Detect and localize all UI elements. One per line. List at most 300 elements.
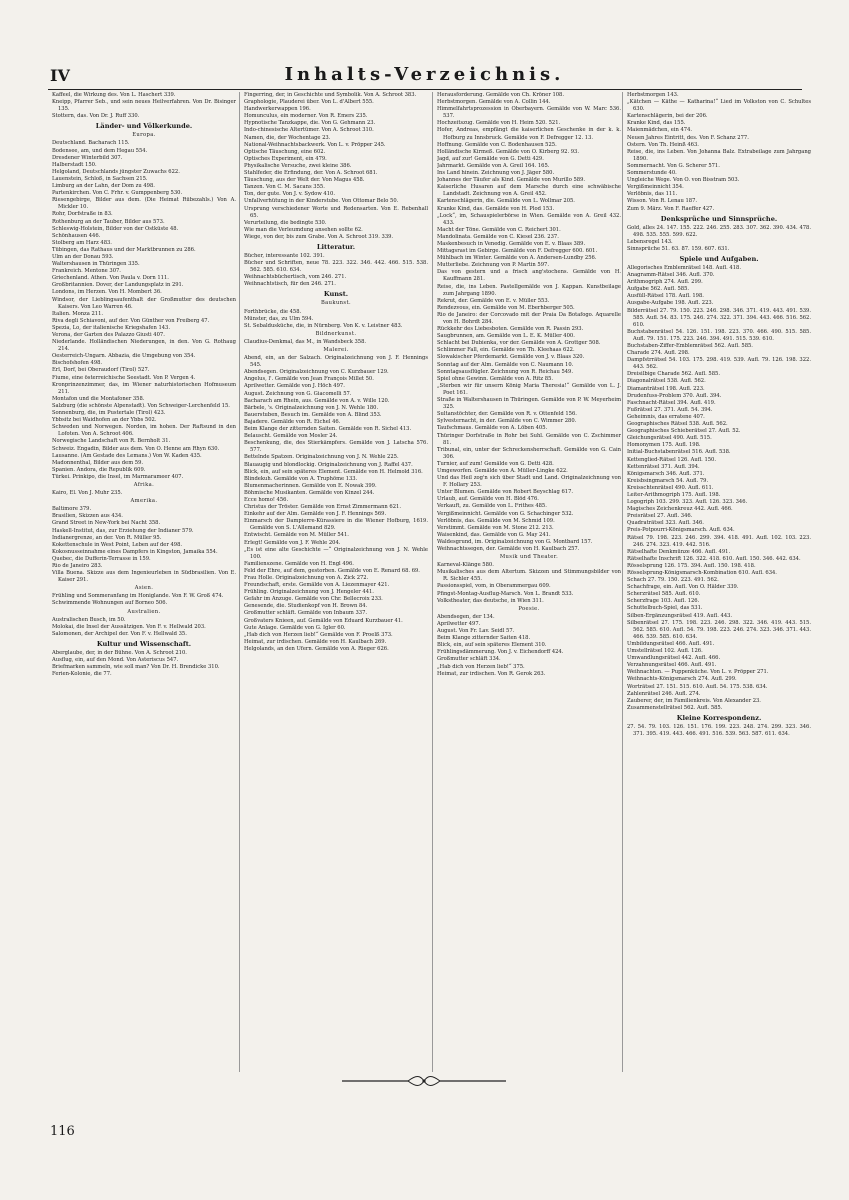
index-entry: Gute Anlage. Gemälde von G. Igler 60.	[244, 624, 346, 631]
index-entry: Frühling und Sommeranfang im Honiglande. Von F. W. Groß 474.	[52, 593, 224, 600]
index-entry: Passionsspiel, vom, in Oberammergau 609.	[437, 583, 551, 590]
index-entry: Stottern, das. Von Dr. J. Ruff 330.	[52, 113, 140, 120]
index-entry: Bilderrätsel 27. 79. 150. 223. 246. 298. 346. 371. 419. 443. 491. 539. 585. Aufl. 54. 83. 175. 246. 274. 322. 371. 394. 443. 466. 516. 562. 610.	[627, 307, 811, 328]
index-entry: Charade 274. Aufl. 298.	[627, 350, 690, 357]
subsection-heading: Asien.	[134, 585, 154, 592]
index-entry: Graphologie, Plauderei über. Von L. d'Albert 555.	[244, 99, 374, 106]
index-entry: Verlöbnis, das. Gemälde von M. Schmid 109.	[437, 517, 555, 524]
index-entry: Spanien. Andora, die Republik 609.	[52, 466, 146, 473]
index-entry: Großmutter schläft 334.	[437, 656, 501, 663]
index-entry: Indo-chinesische Altertümer. Von A. Schroot 310.	[244, 127, 374, 134]
index-entry: Maienmädchen, ein 474.	[627, 127, 693, 134]
index-entry: Norwegische Landschaft von R. Bernholt 31.	[52, 438, 171, 445]
index-entry: Worträtsel 27. 151. 515. 610. Aufl. 54. 175. 538. 634.	[627, 683, 768, 690]
index-entry: Italien. Monza 211.	[52, 310, 104, 317]
index-entry: Dreisilbige Charade 562. Aufl. 585.	[627, 371, 720, 378]
index-entry: Waltershausen in Thüringen 335.	[52, 261, 140, 268]
index-entry: Einkehr auf der Alm. Gemälde von J. F. Hennings 569.	[244, 511, 387, 518]
index-entry: August. Zeichnung von G. Giacomelli 57.	[244, 390, 352, 397]
subsection-heading: Australien.	[127, 608, 161, 615]
index-entry: Aufgabe 562. Aufl. 585.	[627, 286, 690, 293]
index-entry: Kartenschlägerin, die. Gemälde von L. Wollmar 205.	[437, 198, 575, 205]
index-entry: Kronprinzenzimmer, das, im Wiener naturhistorischen Hofmuseum 211.	[52, 381, 236, 395]
index-entry: Schuttelbuch-Spiel, das 531.	[627, 605, 703, 612]
index-entry: Kokettenschule in West Point, Leben auf der 498.	[52, 541, 183, 548]
index-entry: Homunculus, ein moderner. Von R. Emers 235.	[244, 113, 368, 120]
index-entry: Bacharach am Rhein, aus. Gemälde von A. v. Wille 120.	[244, 397, 390, 404]
index-entry: Bajadere. Gemälde von R. Eichel 46.	[244, 418, 341, 425]
index-entry: Bücher, interessante 102. 391.	[244, 252, 325, 259]
section-heading: Spiele und Aufgaben.	[679, 254, 759, 263]
index-entry: Brasilien, Skizzen aus 434.	[52, 513, 123, 520]
index-entry: Umwandlungsrätsel 442. Aufl. 466.	[627, 655, 721, 662]
subsection-heading: Bildnerkunst.	[315, 330, 357, 337]
index-entry: Türkei. Prinkipo, die Insel, im Marmarameer 407.	[52, 473, 184, 480]
index-entry: Geheimnis, das erratene 407.	[627, 413, 705, 420]
index-entry: Waldesgrund, im. Originalzeichnung von G. Montbard 157.	[437, 538, 593, 545]
index-entry: Frau Holle. Originalzeichnung von A. Zick 272.	[244, 575, 369, 581]
index-entry: Zum 9. März. Von F. Raeffer 427.	[627, 205, 715, 212]
index-entry: Geographisches Rätsel 538. Aufl. 562.	[627, 421, 728, 428]
index-entry: Beschenkung, die, des Stierkämpfers. Gemälde von J. Latscha 576. 577.	[244, 440, 428, 454]
index-entry: Sinnsprüche 51. 63. 87. 159. 607. 631.	[627, 245, 730, 252]
index-entry: Mittagsrast im Gebirge. Gemälde von F. Defregger 600. 601.	[437, 248, 598, 255]
index-entry: Jagd, auf zur! Gemälde von G. Detti 429.	[437, 155, 544, 162]
index-entry: Griechenland. Athen. Von Paula v. Dorn 111.	[52, 275, 169, 282]
index-entry: Erlegt! Gemälde von J. F. Wehle 204.	[244, 539, 341, 546]
index-entry: Briefmarken sammeln, wie soll man? Von Dr. H. Brendicke 310.	[52, 664, 220, 671]
index-entry: Gefahr im Anzuge. Gemälde von Chr. Bellecroix 233.	[244, 596, 383, 603]
subsection-heading: Amerika.	[130, 498, 158, 505]
index-entry: Quadraträtsel 323. Aufl. 346.	[627, 520, 704, 527]
index-entry: Indianergrenze, an der. Von R. Müller 95.	[52, 534, 162, 541]
index-entry: Großvaters Knieen, auf. Gemälde von Eduard Kurzbauer 41.	[244, 617, 403, 624]
index-entry: Rätselhafte Inschrift 126. 322. 418. 610. Aufl. 150. 346. 442. 634.	[627, 555, 801, 562]
index-column-4	[627, 92, 811, 1172]
index-entry: Belauscht. Gemälde von Mosler 24.	[244, 433, 338, 440]
index-entry: Verona, der Garten des Palazzo Giusti 407.	[52, 332, 165, 338]
index-entry: Allegorisches Emblemrätsel 148. Aufl. 418.	[627, 264, 741, 271]
index-entry: Saugbrunnen, am. Gemälde von L. E. K. Müller 400.	[437, 333, 575, 340]
index-entry: Verlöbnis, das 111.	[627, 191, 678, 198]
index-entry: Dresdener Winterbild 307.	[52, 154, 123, 161]
index-entry: Halberstadt 150.	[52, 161, 97, 168]
index-entry: Turnier, auf zum! Gemälde von G. Detti 428.	[437, 460, 554, 467]
index-entry: Schachfrage, ein. Aufl. Von O. Hälder 339.	[627, 584, 739, 591]
index-entry: Londons, im Herzen. Von H. Mombert 36.	[52, 289, 162, 296]
index-entry: Ursprung verschiedener Worte und Redensarten. Von E. Rebenhall 65.	[244, 205, 428, 219]
index-entry: Hypnotische Tanzkappe, die. Von G. Gehmann 23.	[244, 120, 376, 127]
index-entry: Aprilwetter. Gemälde von J. Höch 497.	[244, 383, 345, 390]
section-heading: Länder- und Völkerkunde.	[95, 122, 193, 131]
index-entry: Blauaugig und blondlockig. Originalzeichnung von J. Raffel 437.	[244, 461, 413, 468]
index-entry: Arithmogriph 274. Aufl. 299.	[627, 279, 703, 286]
index-entry: Lausanne. (Am Gestade des Lemans.) Von W. Kaden 435.	[52, 452, 202, 459]
index-entry: Ferien-Kolonie, die 77.	[52, 671, 112, 678]
index-entry: Diagonalrätsel 538. Aufl. 562.	[627, 378, 706, 385]
index-column-2	[244, 92, 428, 1172]
index-entry: Weihnachten. — Puppenküche. Von L. v. Pröpper 271.	[627, 669, 769, 676]
index-entry: Optische Täuschung, eine 602.	[244, 148, 326, 155]
index-entry: Physikalische Versuche, zwei kleine 386.	[244, 162, 352, 169]
index-entry: Vergißmeinnicht 354.	[627, 184, 684, 191]
index-entry: Reise, die, ins Leben. Von Johanna Balz. Extrabeilage zum Jahrgang 1890.	[627, 148, 811, 162]
index-entry: Madonnenthal, Bilder aus dem 59.	[52, 459, 144, 466]
index-entry: Helgolands, an den Ufern. Gemälde von A. Rieger 626.	[244, 645, 389, 652]
index-entry: Abendsegen. Originalzeichnung von C. Kurzbauer 129.	[244, 369, 389, 376]
index-entry: Ausfüll-Rätsel 178. Aufl. 198.	[627, 293, 704, 300]
subsection-heading: Afrika.	[133, 481, 155, 488]
index-entry: Bauerstuben, Besuch im. Gemälde von A. Blind 353.	[244, 411, 382, 418]
section-heading: Denksprüche und Sinnsprüche.	[660, 214, 778, 223]
index-column-3	[437, 92, 621, 1172]
column-divider	[432, 92, 433, 1072]
index-entry: Oesterreich-Ungarn. Abbazia, die Umgebung von 354.	[52, 353, 196, 360]
index-entry: Homonymen 175. Aufl. 198.	[627, 442, 701, 449]
index-entry: Kaiserliche Husaren auf dem Marsche durch eine schwäbische Landstadt. Zeichnung von A. Greil 452.	[437, 184, 621, 198]
index-entry: Diamanträtsel 198. Aufl. 223.	[627, 385, 705, 392]
index-entry: Feld der Ehre, auf dem, gestorben. Gemälde von E. Renard 68. 69.	[244, 567, 420, 574]
index-entry: Blick, ein, auf sein späteres Element 310.	[437, 642, 547, 649]
subsection-heading: Baukunst.	[320, 300, 352, 307]
index-entry: Frankreich. Mentone 307.	[52, 268, 121, 275]
index-entry: Silben-Ergänzungsrätsel 419. Aufl. 443.	[627, 612, 733, 619]
index-entry: Bischofshofen 498.	[52, 360, 103, 367]
index-entry: Schweiz. Engadin, Bilder aus dem. Von O. Henne am Rhyn 630.	[52, 445, 220, 452]
index-entry: Unfallverhütung in der Kinderstube. Von Ottomar Belo 50.	[244, 198, 399, 205]
index-entry: Unter Blumen. Gemälde von Robert Beyschlag 617.	[437, 489, 574, 496]
index-entry: Rio de Janeiro: der Corcovado mit der Praia Da Botafogo. Aquarelle von H. Bohrdt 284.	[437, 311, 621, 325]
index-entry: Großbritannien. Dover, der Landungsplatz in 291.	[52, 282, 184, 289]
index-entry: Rösselsprung-Königsmarsch-Kombination 610. Aufl. 634.	[627, 570, 777, 576]
footer-page-number: 116	[50, 1124, 75, 1139]
index-entry: Rätsel 79. 198. 223. 246. 299. 394. 418. 491. Aufl. 102. 103. 223. 246. 274. 323. 419. 442. 516.	[627, 534, 811, 548]
index-entry: Gleichungsrätsel 490. Aufl. 515.	[627, 435, 712, 442]
index-entry: Claudius-Denkmal, das M., in Wandsbeck 358.	[244, 338, 367, 345]
index-entry: Sonnenburg, die, im Pustertale (Tirol) 423.	[52, 410, 166, 417]
index-entry: St. Sebaldusküche, die, in Nürnberg. Von K. v. Leistner 483.	[244, 322, 403, 329]
index-entry: Salomonen, der Archipel der. Von F. v. Hellwald 35.	[52, 630, 187, 637]
index-entry: Thüringer Dorfstraße in Rohr bei Suhl. Gemälde von C. Zschimmer 81.	[437, 432, 621, 446]
index-entry: Faschnacht-Rätsel 394. Aufl. 419.	[627, 399, 716, 406]
index-entry: Kettenrätsel 371. Aufl. 394.	[627, 463, 700, 470]
index-entry: Fußrätsel 27. 371. Aufl. 54. 394.	[627, 406, 713, 413]
index-entry: Angelus, l'. Gemälde von Jean François Millet 50.	[244, 376, 374, 383]
index-entry: Limburg an der Lahn, der Dom zu 498.	[52, 183, 155, 190]
index-entry: Weihnachtsbüchertisch, vom 246. 271.	[244, 274, 347, 281]
index-entry: Verkauft, zu. Gemälde von L. Frithes 485.	[437, 503, 547, 510]
index-entry: Bodensee, am, und dem Hegau 554.	[52, 147, 148, 154]
index-entry: Kaffeel, die Wirkung des. Von L. Haschert 339.	[52, 92, 176, 98]
index-entry: Waisenkind, das. Gemälde von G. May 241.	[437, 531, 551, 538]
index-entry: Deutschland. Bacharach 115.	[52, 140, 130, 147]
index-entry: Gold, alles 24. 147. 155. 222. 246. 255. 283. 307. 362. 390. 434. 478. 498. 535. 555. 599. 622.	[627, 224, 811, 238]
index-entry: Umbildungsrätsel 466. Aufl. 491.	[627, 640, 715, 647]
index-entry: Ausgabe-Aufgabe 198. Aufl. 223.	[627, 300, 714, 307]
index-entry: Sonntag auf der Alm. Gemälde von C. Naumann 10.	[437, 361, 574, 368]
index-entry: Optisches Experiment, ein 479.	[244, 155, 327, 162]
index-entry: Tübingen, das Rathaus und der Marktbrunnen zu 286.	[52, 246, 196, 253]
index-entry: Heimat, zur irdischen. Gemälde von H. Kaulbach 269.	[244, 638, 387, 645]
index-entry: Schweden und Norwegen. Norden, im hohen. Der Raftsund in den Lofoten. Von A. Schroot 406.	[52, 424, 236, 438]
index-entry: Zahlenrätsel 246. Aufl. 274.	[627, 690, 701, 697]
index-entry: Rekrut, der. Gemälde von E. v. Müller 553.	[437, 297, 550, 304]
index-entry: Blindekuh. Gemälde von A. Truphöme 133.	[244, 475, 358, 482]
index-entry: Jahrmarkt. Gemälde von A. Greil 164. 165.	[437, 162, 550, 169]
index-entry: Das von gestern und a frisch ang'stochens. Gemälde von H. Kauffmann 281.	[437, 269, 621, 283]
column-divider	[239, 92, 240, 1072]
index-entry: Macht der Töne. Gemälde von C. Reichert 301.	[437, 226, 561, 233]
index-entry: Und das Heil zog'n sich über Stadt und Land. Originalzeichnung von F. Hollary 253.	[437, 475, 621, 489]
index-entry: Handwerkerwappen 196.	[244, 106, 311, 113]
index-entry: Mutterliebe. Zeichnung von P. Martin 597.	[437, 262, 549, 269]
index-entry: Straße in Waltershausen in Thüringen. Gemälde von P. W. Meyerheim 325.	[437, 397, 621, 411]
index-entry: Familienszene. Gemälde von H. Engl 496.	[244, 560, 354, 567]
index-entry: Einmarsch der Dampierre-Kürassiere in die Wiener Hofburg, 1619. Gemälde von S. L'Allemand 829.	[244, 518, 428, 532]
index-entry: Herausforderung. Gemälde von Ch. Kröner 108.	[437, 92, 565, 98]
index-entry: Scherzfrage 103. Aufl. 126.	[627, 598, 700, 605]
index-entry: Kreisschtenrätsel 490. Aufl. 611.	[627, 484, 714, 491]
index-entry: Frühlingsdämmerung. Von J. v. Eichendorff 424.	[437, 649, 564, 656]
index-entry: Leiter-Arithmogriph 175. Aufl. 198.	[627, 491, 721, 498]
index-entry: Buchstabenrätsel 54. 126. 151. 198. 223. 370. 466. 490. 515. 585. Aufl. 79. 151. 175. 223. 246. 394. 491. 515. 539. 610.	[627, 328, 811, 342]
index-entry: Aberglaube, der, in der Bühne. Von A. Schroot 210.	[52, 649, 187, 656]
index-entry: Sonntagsausflügler. Zeichnung von R. Reichau 549.	[437, 368, 574, 375]
index-entry: Wie man die Verleumdung ansehen sollte 62.	[244, 226, 363, 233]
index-entry: „Kätchen — Käthe — Katharina!“ Lied im Volkston von C. Schultes 630.	[627, 99, 811, 113]
index-entry: Schlimmer Fall, ein. Gemälde von Th. Kleehaas 622.	[437, 347, 575, 354]
index-entry: Münster, das, zu Ulm 594.	[244, 315, 314, 322]
index-entry: Beim Klange der zitternden Saiten. Gemälde von R. Sichel 413.	[244, 426, 412, 433]
index-entry: Christus der Tröster. Gemälde von Ernst Zimmermann 621.	[244, 504, 401, 511]
index-entry: Rothenburg an der Tauber, Bilder aus 573.	[52, 218, 165, 225]
index-entry: Heimat, zur irdischen. Von R. Gerok 263.	[437, 670, 546, 677]
section-heading: Litteratur.	[316, 242, 356, 251]
index-entry: Baltimore 379.	[52, 506, 92, 513]
index-entry: Kreisbsingmarsch 54. Aufl. 79.	[627, 477, 709, 484]
index-entry: Tribunal, ein, unter der Schreckensherrschaft. Gemälde von G. Cain 306.	[437, 446, 621, 460]
index-entry: Fiume, eine österreichische Seestadt. Von P. Vergen 4.	[52, 374, 196, 381]
index-entry: Freundschaft, erste. Gemälde von A. Liezenmayer 421.	[244, 582, 390, 589]
index-entry: Tanzen. Von C. M. Sacans 355.	[244, 184, 325, 191]
index-entry: Herbstmorgen 143.	[627, 92, 679, 98]
index-entry: Fingerring, der, in Geschichte und Symbolik. Von A. Schroot 383.	[244, 92, 417, 98]
index-entry: Urlaub, auf. Gemälde von H. Blöd 476.	[437, 496, 539, 503]
index-entry: Blumenmacherinnen. Gemälde von E. Nowak 399.	[244, 482, 377, 489]
index-entry: Montafon und die Montafoner 358.	[52, 395, 145, 402]
index-entry: Ybbsitz bei Waidhofen an der Ybbs 502.	[52, 417, 157, 424]
subsection-heading: Musik und Theater.	[499, 554, 559, 561]
index-entry: Bücher und Schriften, neue 78. 223. 322. 346. 442. 466. 515. 538. 562. 585. 610. 634.	[244, 260, 428, 274]
index-entry: Vergißmeinnicht. Gemälde von G. Schachinger 532.	[437, 510, 574, 517]
index-entry: Frühling. Originalzeichnung von J. Hengeler 441.	[244, 589, 374, 596]
index-entry: Hofer, Andreas, empfängt die kaiserlichen Geschenke in der k. k. Hofburg zu Innsbruck. Gemälde von F. Defregger 12. 13.	[437, 127, 621, 141]
subsection-heading: Malerei.	[323, 347, 349, 353]
index-entry: Weihnachts-Königsmarsch 274. Aufl. 299.	[627, 676, 737, 683]
index-entry: Johannes der Täufer als Kind. Gemälde von Murillo 589.	[437, 177, 586, 184]
index-entry: Verurteilung, die bedingte 530.	[244, 219, 327, 226]
ornament-divider	[338, 1075, 510, 1087]
index-entry: Karneval-Klänge 580.	[437, 562, 494, 569]
index-entry: Wiege, von der, bis zum Grabe. Von A. Schroot 319. 339.	[244, 233, 394, 240]
index-entry: Kettenglied-Rätsel 126. Aufl. 150.	[627, 456, 717, 463]
page-number: IV	[50, 66, 70, 85]
index-entry: „Hab dich von Herzen lieb!“ 375.	[437, 663, 525, 670]
index-entry: Haskell-Institut, das, zur Erziehung der Indianer 579.	[52, 527, 194, 534]
index-entry: Beim Klange zitternder Saiten 418.	[437, 635, 531, 642]
index-entry: Schönhausen 446.	[52, 232, 101, 239]
index-entry: Erl, Dorf, bei Oberaudorf (Tirol) 527.	[52, 367, 150, 374]
index-entry: Forthbrücke, die 458.	[244, 308, 302, 315]
index-entry: Riesengebirge, Bilder aus dem. (Die Heimat Rübezahls.) Von A. Mickler 10.	[52, 197, 236, 211]
index-entry: Schleswig-Holstein, Bilder von der Ostküste 48.	[52, 225, 179, 232]
index-entry: Lebensregel 143.	[627, 238, 673, 245]
index-entry: Zauberer, der, im Familienkreis. Von Alexander 23.	[627, 697, 761, 704]
index-entry: Hoffnung. Gemälde von C. Bodenhausen 525.	[437, 141, 557, 148]
index-entry: Weihnachtstisch, für den 246. 271.	[244, 281, 336, 288]
index-entry: Preis-Potpourri-Königsmarsch. Aufl. 634.	[627, 527, 735, 534]
index-entry: Dampfstrrätsel 54. 103. 175. 298. 419. 539. Aufl. 79. 126. 198. 322. 443. 562.	[627, 357, 811, 371]
index-entry: Spezia, Lo, der italienische Kriegshafen 143.	[52, 324, 170, 331]
index-entry: Großmutter schläft. Gemälde von Inbaum 337.	[244, 610, 368, 617]
header-rule	[48, 89, 802, 90]
index-entry: Ecce homo! 456.	[244, 496, 289, 503]
index-entry: Umgeworfen. Gemälde von A. Müller-Lingke 622.	[437, 467, 568, 474]
index-entry: Salzburg (die schönste Alpenstadt). Von Schweiger-Lerchenfeld 15.	[52, 402, 230, 409]
index-entry: Täuschung, aus der Welt der. Von Magus 458.	[244, 177, 365, 184]
index-entry: Bärbele, 's. Originalzeichnung von J. N. Wehle 180.	[244, 404, 379, 411]
index-entry: Villa Buena. Skizze aus dem Ingenieurleben in Südbrasilien. Von E. Kaiser 291.	[52, 570, 236, 584]
index-entry: Slowakischer Pferdemarkt. Gemälde von J. v. Blaas 320.	[437, 354, 585, 361]
column-divider	[622, 92, 623, 1072]
index-entry: Genesende, die. Studienkopf von H. Brown 84.	[244, 603, 368, 610]
index-entry: Australischen Busch, im 50.	[52, 616, 126, 623]
index-entry: Sommernacht. Von G. Scherer 571.	[627, 162, 720, 169]
index-entry: Buchstaben-Ziffer-Emblemrätsel 562. Aufl. 585.	[627, 343, 753, 349]
index-entry: Bettelnde Spatzen. Originalzeichnung von J. N. Wehle 225.	[244, 454, 399, 461]
index-entry: Mühlbach im Winter. Gemälde von A. Andersen-Lundby 256.	[437, 255, 597, 262]
index-entry: Pfingst-Montag-Ausflug-Marsch. Von L. Brandt 533.	[437, 590, 574, 597]
index-entry: Abendsegen, der 134.	[437, 613, 495, 620]
index-entry: Himmelfahrtsprozession in Oberbayern. Gemälde von W. Marc 536. 537.	[437, 106, 621, 120]
index-entry: Rösselsprung 126. 175. 394. Aufl. 150. 198. 418.	[627, 562, 756, 569]
index-entry: Wisson. Von R. Lenau 187.	[627, 198, 698, 205]
index-entry: Holländische Kirmeß. Gemälde von O. Kirberg 92. 93.	[437, 148, 579, 155]
index-entry: Preisrätsel 27. Aufl. 346.	[627, 513, 693, 520]
index-entry: Riva degli Schiavoni, auf der. Von Günther von Freiberg 47.	[52, 317, 210, 324]
index-entry: Rendezvous, ein. Gemälde von M. Eberhberger 505.	[437, 304, 575, 311]
index-entry: Scherzrätsel 585. Aufl. 610.	[627, 591, 701, 598]
index-entry: Kneipp, Pfarrer Seb., und sein neues Heilverfahren. Von Dr. Bisinger 135.	[52, 99, 236, 113]
index-entry: Entwischt. Gemälde von M. Müller 541.	[244, 532, 349, 539]
index-entry: Logogriph 103. 299. 323. Aufl. 126. 323. 346.	[627, 499, 748, 506]
index-entry: Kokosnusseinnahme eines Dampfers in Kingston, Jamaika 554.	[52, 548, 218, 555]
index-entry: August. Von Fr. Lav. Seidl 57.	[437, 628, 515, 635]
index-entry: Volkstheater, das deutsche, in Wien 311.	[437, 597, 544, 604]
index-entry: Verstimmt. Gemälde von M. Stone 212. 213.	[437, 524, 554, 531]
index-entry: Böhmische Musikanten. Gemälde von Kinzel 244.	[244, 489, 375, 496]
index-entry: Geographisches Schieberätsel 27. Aufl. 52.	[627, 428, 741, 435]
index-entry: Neuen Jahres Eintritt, des. Von F. Schanz 277.	[627, 134, 749, 141]
index-entry: Helgoland, Deutschlands jüngster Zuwachs 622.	[52, 168, 180, 175]
index-entry: National-Weihnachtsbackwerk. Von L. v. Pröpper 245.	[244, 141, 386, 148]
index-entry: Hochzeitszug. Gemälde von H. Heim 520. 521.	[437, 120, 561, 127]
index-entry: „Hab dich von Herzen lieb!“ Gemälde von F. Proelß 373.	[244, 631, 393, 638]
subsection-heading: Poesie.	[518, 605, 540, 612]
index-entry: Rückkehr des Liebesboten. Gemälde von R. Passin 293.	[437, 326, 584, 333]
index-entry: „Es ist eine alte Geschichte —“ Originalzeichnung von J. N. Wehle 100.	[244, 546, 428, 560]
index-entry: Ins Land hinein. Zeichnung von J. Jäger 580.	[437, 170, 555, 177]
index-entry: Stahlfeder, die Erfindung, der. Von A. Schroot 681.	[244, 170, 378, 177]
index-entry: Kranke Kind, das 155.	[627, 120, 686, 127]
index-entry: Musikalisches aus dem Altertum. Skizzen und Stimmungsbilder von R. Sichler 455.	[437, 569, 621, 583]
index-entry: Molokai, die Insel der Aussätzigen. Von F. v. Hellwald 203.	[52, 623, 206, 630]
index-entry: Kranke Kind, das. Gemälde von H. Plod 153.	[437, 205, 555, 212]
index-entry: „Lock“, im, Schauspielerbörse in Wien. Gemälde von A. Greil 432. 433.	[437, 212, 621, 226]
section-heading: Kleine Korrespondenz.	[676, 713, 762, 722]
index-entry: Initial-Buchstabenrätsel 516. Aufl. 538.	[627, 449, 731, 456]
index-entry: Silbenrätsel 27. 175. 198. 223. 246. 298. 322. 346. 419. 443. 515. 562. 585. 610. Aufl. 54. 79. 198. 223. 246. 274. 323. 346. 371. 443. 466. 539. 585. 610. 634.	[627, 619, 811, 640]
index-entry: Blick, ein, auf sein späteres Element. Gemälde von H. Helmold 316.	[244, 468, 423, 475]
index-entry: Drudenfuss-Problem 370. Aufl. 394.	[627, 392, 722, 399]
index-entry: Anagramm-Rätsel 346. Aufl. 370.	[627, 272, 715, 279]
subsection-heading: Europa.	[132, 132, 156, 139]
index-entry: Sultanstöchter, der. Gemälde von R. v. Ottenfeld 156.	[437, 411, 577, 418]
index-entry: Kartenschlägerin, bei der 206.	[627, 113, 708, 120]
index-entry: Kairo, El. Von J. Muhr 235.	[52, 490, 123, 497]
index-entry: Stolberg am Harz 483.	[52, 239, 112, 246]
index-entry: Ostern. Von Th. Heinß 463.	[627, 141, 699, 148]
index-entry: Verzahnungsrätsel 466. Aufl. 491.	[627, 662, 717, 669]
index-entry: Rohr, Dorfstraße in 83.	[52, 211, 113, 218]
index-entry: Niederlande. Holländischen Niederungen, in den. Von G. Rothaug 214.	[52, 339, 236, 353]
index-entry: Ulm an der Donau 593.	[52, 253, 114, 260]
index-entry: Maskenbesuch in Venedig. Gemälde von E. v. Blaas 389.	[437, 240, 586, 247]
index-entry: Königsmarsch 346. Aufl. 371.	[627, 470, 705, 477]
index-entry: Zusammenstellrätsel 562. Aufl. 585.	[627, 704, 723, 711]
index-entry: Ungleiche Wege. Von O. von Bisstram 503.	[627, 177, 740, 184]
index-entry: Quebec, die Dufferin-Terrasse in 159.	[52, 555, 151, 562]
index-entry: Namen, die, der Wochentage 23.	[244, 134, 331, 141]
index-entry: Rätselhafte Denkmünze 466. Aufl. 491.	[627, 548, 731, 555]
index-entry: Aprilwetter 497.	[437, 620, 481, 627]
page-title: Inhalts-Verzeichnis.	[284, 64, 565, 85]
index-entry: Abend, ein, an der Salzach. Originalzeichnung von J. F. Hennings 545.	[244, 355, 428, 369]
index-entry: Sylvesternacht, in der. Gemälde von C. Wimmer 280.	[437, 418, 577, 425]
index-entry: „Sterben wir für unsern König Maria Theresia!“ Gemälde von L. J. Poet 161.	[437, 382, 621, 396]
index-entry: Lauenstein, Schloß, in Sachsen 215.	[52, 175, 148, 182]
index-entry: Spiel ohne Gewinn. Gemälde von A. Ritz 85.	[437, 375, 554, 382]
index-entry: Grand Street in New-York bei Nacht 358.	[52, 520, 161, 527]
index-entry: Umstellrätsel 102. Aufl. 126.	[627, 648, 703, 655]
index-entry: Mandolinata. Gemälde von C. Kiesel 236. 237.	[437, 233, 559, 240]
index-entry: Reise, die, ins Leben. Pastellgemälde von J. Kappan. Kunstbeilage zum Jahrgang 1890.	[437, 283, 621, 297]
index-entry: Rio de Janeiro 283.	[52, 563, 103, 569]
index-entry: Sommerstunde 40.	[627, 170, 677, 177]
index-column-1	[52, 92, 236, 1172]
index-entry: Herbstmorgen. Gemälde von A. Collin 144.	[437, 99, 551, 106]
section-heading: Kunst.	[323, 290, 349, 299]
index-entry: 27. 54. 79. 103. 126. 151. 176. 199. 223. 248. 274. 299. 323. 346. 371. 395. 419. 443. 466. 491. 516. 539. 563. 587. 611. 634.	[627, 723, 811, 737]
index-entry: Schach 27. 79. 150. 223. 491. 562.	[627, 577, 719, 584]
index-entry: Weihnachtssegen, der. Gemälde von H. Kaulbach 257.	[437, 546, 580, 552]
index-entry: Schwimmende Wohnungen auf Borneo 506.	[52, 600, 168, 607]
index-entry: Ausflug, ein, auf den Mond. Von Asteriscus 547.	[52, 657, 179, 664]
index-entry: Windsor, der Lieblingsaufenthalt der Großmutter des deutschen Kaisers. Von Leo Warren 46.	[52, 296, 236, 310]
index-entry: Ton, der gute. Von J. v. Sydow 410.	[244, 191, 335, 198]
section-heading: Kultur und Wissenschaft.	[96, 639, 192, 648]
index-entry: Schlacht bei Dubienka, vor der. Gemälde von A. Grottger 508.	[437, 340, 601, 347]
